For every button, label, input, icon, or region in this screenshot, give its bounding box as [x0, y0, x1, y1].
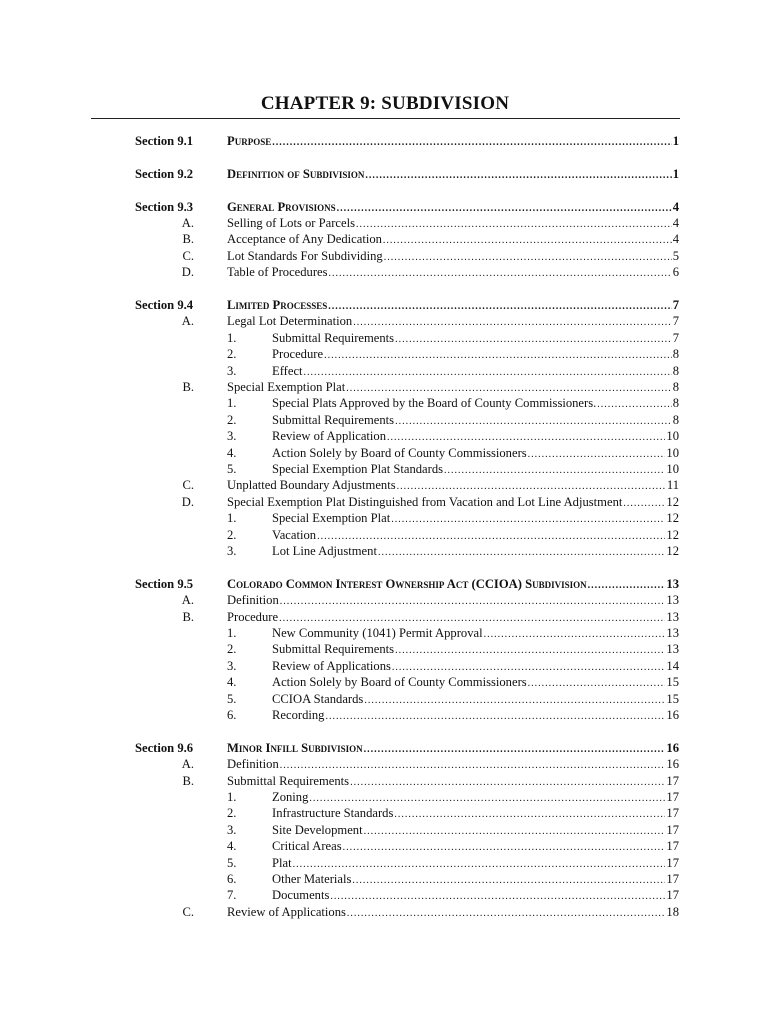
- entry-title: New Community (1041) Permit Approval: [272, 626, 483, 640]
- dot-leader: [383, 234, 672, 248]
- page-number: 8: [672, 380, 679, 394]
- toc-item-row[interactable]: [0, 756, 770, 772]
- dot-leader: [397, 480, 666, 494]
- dot-leader: [309, 792, 665, 806]
- entry-title: Infrastructure Standards: [272, 806, 394, 821]
- toc-entry: [272, 805, 679, 822]
- toc-entry: [272, 789, 679, 806]
- page-number: 6: [672, 265, 679, 280]
- toc-subitem-row[interactable]: [0, 461, 770, 477]
- entry-title: Procedure: [227, 609, 279, 624]
- section-label: Section 9.4: [135, 298, 194, 312]
- entry-title: Submittal Requirements: [272, 642, 395, 657]
- entry-title: Plat: [272, 855, 292, 870]
- entry-title: Colorado Common Interest Ownership Act (CCIOA) Subdivision: [227, 576, 587, 591]
- page-number: 12: [666, 511, 679, 526]
- dot-leader: [484, 628, 666, 642]
- subitem-number: 1.: [227, 790, 237, 804]
- subitem-number: 5.: [227, 462, 237, 476]
- item-letter: A.: [181, 757, 194, 772]
- page-number: 12: [666, 527, 679, 542]
- entry-title: Special Exemption Plat Standards: [272, 462, 444, 476]
- entry-title: CCIOA Standards: [272, 691, 364, 706]
- toc-section-row[interactable]: [0, 740, 770, 756]
- entry-title: Submittal Requirements: [272, 330, 395, 345]
- toc-entry: [272, 527, 679, 544]
- toc-subitem-row[interactable]: [0, 822, 770, 838]
- dot-leader: [528, 448, 666, 462]
- toc-subitem-row[interactable]: [0, 887, 770, 903]
- page-number: 12: [666, 494, 679, 509]
- toc-subitem-row[interactable]: [0, 412, 770, 428]
- dot-leader: [347, 907, 665, 921]
- toc-subitem-row[interactable]: [0, 707, 770, 723]
- toc-section-row[interactable]: [0, 576, 770, 592]
- item-letter: B.: [182, 773, 194, 788]
- page-number: 17: [666, 773, 679, 788]
- dot-leader: [391, 513, 665, 527]
- toc-item-row[interactable]: [0, 494, 770, 510]
- entry-title: General Provisions: [227, 199, 336, 214]
- entry-title: Submittal Requirements: [272, 412, 395, 427]
- toc-entry: [227, 264, 679, 281]
- page-number: 13: [666, 626, 679, 640]
- entry-title: Lot Standards For Subdividing: [227, 248, 383, 263]
- page-number: 17: [666, 822, 679, 837]
- dot-leader: [444, 464, 665, 478]
- toc-subitem-row[interactable]: [0, 330, 770, 346]
- page-number: 18: [666, 904, 679, 919]
- dot-leader: [392, 661, 665, 675]
- page-number: 17: [666, 790, 679, 804]
- entry-title: Special Plats Approved by the Board of County Commissioners.: [272, 396, 597, 411]
- subitem-number: 4.: [227, 675, 237, 690]
- dot-leader: [352, 874, 665, 888]
- toc-item-row[interactable]: [0, 313, 770, 329]
- toc-item-row[interactable]: [0, 609, 770, 625]
- toc-item-row[interactable]: [0, 215, 770, 231]
- toc-subitem-row[interactable]: [0, 445, 770, 461]
- toc-entry: [227, 313, 679, 330]
- page-number: 7: [672, 298, 679, 312]
- dot-leader: [328, 300, 671, 314]
- toc-subitem-row[interactable]: [0, 641, 770, 657]
- toc-entry: [272, 887, 679, 904]
- toc-entry: [272, 674, 679, 691]
- entry-title: Review of Application: [272, 429, 387, 444]
- subitem-number: 1.: [227, 511, 237, 526]
- page-number: 10: [666, 429, 679, 444]
- entry-title: Critical Areas: [272, 839, 342, 854]
- entry-title: Purpose: [227, 134, 272, 148]
- dot-leader: [317, 530, 665, 544]
- page-number: 4: [672, 232, 679, 247]
- dot-leader: [272, 136, 672, 150]
- section-label: Section 9.1: [135, 134, 194, 148]
- toc-subitem-row[interactable]: [0, 691, 770, 707]
- subitem-number: 2.: [227, 806, 237, 821]
- toc-entry: [227, 379, 679, 396]
- section-label: Section 9.5: [135, 576, 194, 591]
- entry-title: Review of Applications: [227, 904, 346, 919]
- item-letter: C.: [182, 478, 194, 493]
- subitem-number: 2.: [227, 347, 237, 362]
- entry-title: Minor Infill Subdivision: [227, 740, 363, 755]
- dot-leader: [528, 677, 666, 691]
- toc-subitem-row[interactable]: [0, 527, 770, 543]
- item-letter: A.: [181, 593, 194, 608]
- entry-title: Legal Lot Determination: [227, 314, 353, 329]
- toc-entry: [272, 543, 679, 560]
- toc-subitem-row[interactable]: [0, 543, 770, 559]
- subitem-number: 4.: [227, 445, 237, 460]
- page-number: 1: [672, 134, 679, 148]
- toc-subitem-row[interactable]: [0, 674, 770, 690]
- dot-leader: [623, 497, 665, 511]
- dot-leader: [356, 218, 672, 232]
- subitem-number: 6.: [227, 872, 237, 886]
- entry-title: Zoning: [272, 790, 309, 804]
- page-number: 8: [672, 412, 679, 427]
- toc-entry: [227, 166, 679, 183]
- dot-leader: [329, 267, 672, 281]
- entry-title: Site Development: [272, 822, 363, 837]
- dot-leader: [588, 579, 666, 593]
- toc-entry: [272, 658, 679, 675]
- entry-title: Submittal Requirements: [227, 773, 350, 788]
- dot-leader: [343, 841, 666, 855]
- entry-title: Selling of Lots or Parcels: [227, 216, 356, 230]
- dot-leader: [364, 694, 665, 708]
- subitem-number: 4.: [227, 839, 237, 854]
- subitem-number: 2.: [227, 412, 237, 427]
- toc-item-row[interactable]: [0, 773, 770, 789]
- page-number: 16: [666, 757, 679, 772]
- item-letter: A.: [181, 314, 194, 329]
- item-letter: D.: [181, 265, 194, 280]
- toc-entry: [272, 445, 679, 462]
- toc-entry: [227, 133, 679, 150]
- entry-title: Definition: [227, 593, 279, 608]
- toc-entry: [227, 215, 679, 232]
- entry-title: Unplatted Boundary Adjustments: [227, 478, 396, 493]
- subitem-number: 1.: [227, 330, 237, 345]
- subitem-number: 3.: [227, 544, 237, 558]
- dot-leader: [280, 759, 666, 773]
- toc-entry: [272, 871, 679, 888]
- item-letter: B.: [182, 609, 194, 624]
- page-number: 1: [672, 166, 679, 181]
- toc-entry: [272, 641, 679, 658]
- toc-entry: [272, 691, 679, 708]
- toc-item-row[interactable]: [0, 904, 770, 920]
- dot-leader: [337, 202, 672, 216]
- toc-entry: [272, 838, 679, 855]
- toc-subitem-row[interactable]: [0, 838, 770, 854]
- entry-title: Other Materials: [272, 872, 352, 886]
- item-letter: C.: [182, 248, 194, 263]
- subitem-number: 3.: [227, 658, 237, 673]
- entry-title: Vacation: [272, 527, 317, 542]
- toc-subitem-row[interactable]: [0, 871, 770, 887]
- page-number: 13: [666, 576, 679, 591]
- page-number: 17: [666, 855, 679, 870]
- toc-entry: [272, 461, 679, 478]
- entry-title: Documents: [272, 888, 330, 903]
- toc-subitem-row[interactable]: [0, 625, 770, 641]
- toc-entry: [227, 231, 679, 248]
- page-number: 5: [672, 248, 679, 263]
- entry-title: Recording: [272, 708, 325, 722]
- page-number: 16: [666, 708, 679, 722]
- subitem-number: 1.: [227, 396, 237, 411]
- entry-title: Procedure: [272, 347, 324, 362]
- page-number: 8: [672, 363, 679, 378]
- toc-subitem-row[interactable]: [0, 428, 770, 444]
- toc-subitem-row[interactable]: [0, 510, 770, 526]
- dot-leader: [364, 743, 666, 757]
- toc-entry: [272, 346, 679, 363]
- page-number: 17: [666, 872, 679, 886]
- page-number: 15: [666, 675, 679, 690]
- dot-leader: [387, 431, 665, 445]
- page-number: 17: [666, 888, 679, 903]
- dot-leader: [346, 382, 671, 396]
- section-label: Section 9.2: [135, 166, 194, 181]
- toc-entry: [272, 363, 679, 380]
- page-number: 14: [666, 658, 679, 673]
- toc-entry: [227, 756, 679, 773]
- section-label: Section 9.3: [135, 199, 194, 214]
- toc-section-row[interactable]: [0, 297, 770, 313]
- toc-entry: [227, 773, 679, 790]
- toc-section-row[interactable]: [0, 199, 770, 215]
- toc-subitem-row[interactable]: [0, 346, 770, 362]
- dot-leader: [597, 398, 671, 412]
- entry-title: Action Solely by Board of County Commissioners: [272, 445, 527, 460]
- page-number: 7: [672, 330, 679, 345]
- toc-subitem-row[interactable]: [0, 855, 770, 871]
- dot-leader: [394, 808, 665, 822]
- dot-leader: [293, 858, 666, 872]
- page-number: 4: [672, 216, 679, 230]
- page-number: 13: [666, 609, 679, 624]
- item-letter: A.: [181, 216, 194, 230]
- toc-entry: [272, 822, 679, 839]
- dot-leader: [279, 612, 665, 626]
- section-label: Section 9.6: [135, 740, 194, 755]
- subitem-number: 7.: [227, 888, 237, 903]
- page-number: 17: [666, 839, 679, 854]
- dot-leader: [395, 415, 672, 429]
- page-title: CHAPTER 9: SUBDIVISION: [260, 93, 510, 114]
- toc-item-row[interactable]: [0, 477, 770, 493]
- entry-title: Special Exemption Plat: [272, 511, 391, 526]
- dot-leader: [350, 776, 665, 790]
- page-number: 7: [672, 314, 679, 329]
- toc-item-row[interactable]: [0, 231, 770, 247]
- entry-title: Action Solely by Board of County Commissioners: [272, 675, 527, 690]
- subitem-number: 2.: [227, 527, 237, 542]
- toc-subitem-row[interactable]: [0, 789, 770, 805]
- toc-item-row[interactable]: [0, 264, 770, 280]
- page-number: 8: [672, 396, 679, 411]
- subitem-number: 5.: [227, 855, 237, 870]
- page-number: 12: [666, 544, 679, 558]
- toc-subitem-row[interactable]: [0, 395, 770, 411]
- dot-leader: [384, 251, 672, 265]
- entry-title: Definition: [227, 757, 279, 772]
- toc-entry: [227, 477, 679, 494]
- toc-entry: [272, 855, 679, 872]
- page-number: 11: [666, 478, 679, 493]
- page-number: 4: [672, 199, 679, 214]
- toc-item-row[interactable]: [0, 379, 770, 395]
- item-letter: C.: [182, 904, 194, 919]
- toc-subitem-row[interactable]: [0, 658, 770, 674]
- entry-title: Acceptance of Any Dedication: [227, 232, 382, 247]
- entry-title: Special Exemption Plat Distinguished from Vacation and Lot Line Adjustment: [227, 494, 623, 509]
- toc-entry: [227, 494, 679, 511]
- dot-leader: [395, 644, 665, 658]
- toc-entry: [227, 199, 679, 216]
- dot-leader: [280, 595, 666, 609]
- toc-subitem-row[interactable]: [0, 805, 770, 821]
- page-number: 8: [672, 347, 679, 362]
- entry-title: Review of Applications: [272, 658, 391, 673]
- subitem-number: 3.: [227, 822, 237, 837]
- toc-entry: [272, 395, 679, 412]
- page-number: 15: [666, 691, 679, 706]
- toc-entry: [272, 412, 679, 429]
- dot-leader: [325, 710, 665, 724]
- subitem-number: 3.: [227, 363, 237, 378]
- subitem-number: 1.: [227, 626, 237, 640]
- toc-section-row[interactable]: [0, 133, 770, 149]
- entry-title: Definition of Subdivision: [227, 166, 365, 181]
- item-letter: D.: [181, 494, 194, 509]
- entry-title: Lot Line Adjustment: [272, 544, 377, 558]
- entry-title: Special Exemption Plat: [227, 380, 346, 394]
- toc-section-row[interactable]: [0, 166, 770, 182]
- subitem-number: 6.: [227, 708, 237, 722]
- toc-entry: [227, 609, 679, 626]
- entry-title: Effect: [272, 363, 303, 378]
- toc-entry: [227, 904, 679, 921]
- toc-entry: [272, 428, 679, 445]
- page-number: 13: [666, 642, 679, 657]
- dot-leader: [304, 366, 672, 380]
- entry-title: Table of Procedures: [227, 265, 328, 280]
- dot-leader: [378, 546, 665, 560]
- page-number: 10: [666, 462, 679, 476]
- toc-entry: [227, 592, 679, 609]
- toc-entry: [227, 740, 679, 757]
- toc-item-row[interactable]: [0, 592, 770, 608]
- item-letter: B.: [182, 380, 194, 394]
- subitem-number: 3.: [227, 429, 237, 444]
- toc-entry: [272, 625, 679, 642]
- subitem-number: 5.: [227, 691, 237, 706]
- dot-leader: [395, 333, 672, 347]
- subitem-number: 2.: [227, 642, 237, 657]
- toc-entry: [272, 330, 679, 347]
- entry-title: Limited Processes: [227, 298, 328, 312]
- toc-item-row[interactable]: [0, 248, 770, 264]
- dot-leader: [330, 890, 665, 904]
- page-number: 17: [666, 806, 679, 821]
- toc-entry: [227, 576, 679, 593]
- dot-leader: [365, 169, 671, 183]
- page-number: 13: [666, 593, 679, 608]
- toc-entry: [227, 297, 679, 314]
- toc-subitem-row[interactable]: [0, 363, 770, 379]
- toc-entry: [272, 510, 679, 527]
- toc-entry: [272, 707, 679, 724]
- dot-leader: [364, 825, 666, 839]
- item-letter: B.: [182, 232, 194, 247]
- toc-entry: [227, 248, 679, 265]
- dot-leader: [324, 349, 672, 363]
- page-number: 10: [666, 445, 679, 460]
- page-number: 16: [666, 740, 679, 755]
- dot-leader: [353, 316, 672, 330]
